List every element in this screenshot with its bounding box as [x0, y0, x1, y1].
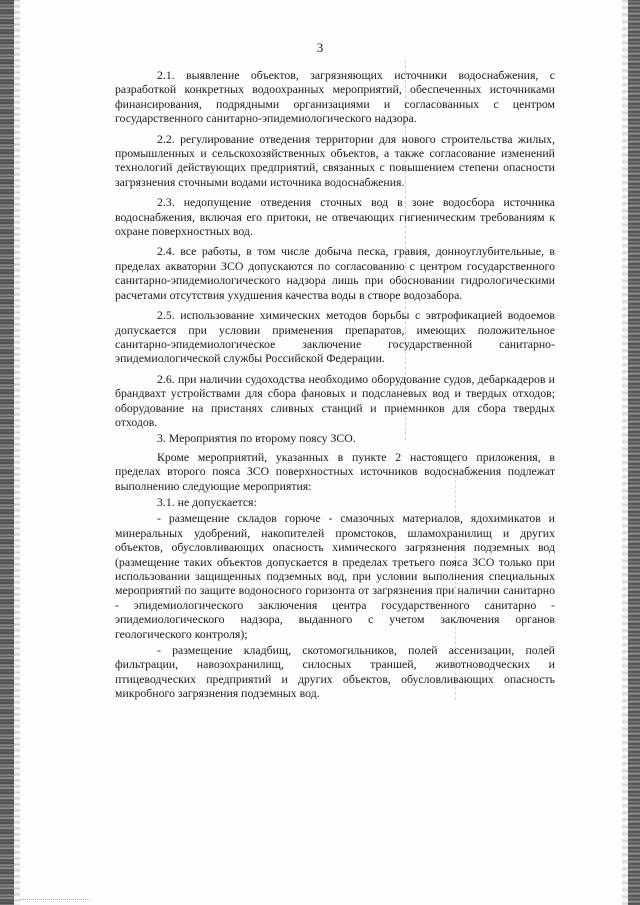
page-number: 3 [316, 40, 324, 55]
paragraph-3-1-item-chemical: - размещение складов горюче - смазочных материалов, ядохимикатов и минеральных удобрений, накопителей промстоков, шламохранилищ и других объектов, обусловливающих опасность химического загрязнения подземных вод (размещение таких объектов допускается в пределах третьего пояса ЗСО только при использовании защищенных подземных вод, при условии выполнения специальных мероприятий по защите водоносного горизонта от загрязнения при наличии санитарно - эпидемиологического заключения центра государственного санитарно - эпидемиологического надзора, выданного с учетом заключения органов геологического контроля); [115, 511, 555, 641]
document-body [115, 68, 555, 707]
paragraph-3-intro: Кроме мероприятий, указанных в пункте 2 настоящего приложения, в пределах второго пояса ЗСО поверхностных источников водоснабжения подлежат выполнению следующие мероприятия: [115, 449, 555, 493]
paragraph-2-5: 2.5. использование химических методов борьбы с эвтрофикацией водоемов допускается при условии применения препаратов, имеющих положительное санитарно-эпидемиологическое заключение государственной санитарно-эпидемиологической службы Российской Федерации. [115, 308, 555, 366]
paragraph-2-4: 2.4. все работы, в том числе добыча песка, гравия, донноуглубительные, в пределах акватории ЗСО допускаются по согласованию с центром государственного санитарно-эпидемиологического надзора лишь при обосновании гидрологическими расчетами отсутствия ухудшения качества воды в створе водозабора. [115, 244, 555, 302]
scan-edge-right [628, 0, 640, 905]
paragraph-2-2: 2.2. регулирование отведения территории для нового строительства жилых, промышленных и сельскохозяйственных объектов, а также согласование изменений технологий действующих предприятий, связанных с повышением степени опасности загрязнения сточными водами источника водоснабжения. [115, 131, 555, 189]
paragraph-2-6: 2.6. при наличии судоходства необходимо оборудование судов, дебаркадеров и брандвахт устройствами для сбора фановых и подсланевых вод и твердых отходов; оборудование на пристанях сливных станций и приемников для сбора твердых отходов. [115, 371, 555, 429]
paragraph-3-1-item-microbial: - размещение кладбищ, скотомогильников, полей ассенизации, полей фильтрации, навозохранилищ, силосных траншей, животноводческих и птицеводческих предприятий и других объектов, обусловливающих опасность микробного загрязнения подземных вод. [115, 643, 555, 701]
scan-edge-left [0, 0, 14, 905]
paragraph-2-1: 2.1. выявление объектов, загрязняющих источники водоснабжения, с разработкой конкретных водоохранных мероприятий, обеспеченных источниками финансирования, подрядными организациями и согласованных с центром государственного санитарно-эпидемиологического надзора. [115, 68, 555, 126]
section-3-heading: 3. Мероприятия по второму поясу ЗСО. [157, 431, 356, 446]
paragraph-2-3: 2.3. недопущение отведения сточных вод в зоне водосбора источника водоснабжения, включая его притоки, не отвечающих гигиеническим требованиям к охране поверхностных вод. [115, 195, 555, 239]
scan-bottom-mark [20, 899, 90, 901]
paragraph-3-1: 3.1. не допускается: [157, 494, 257, 509]
